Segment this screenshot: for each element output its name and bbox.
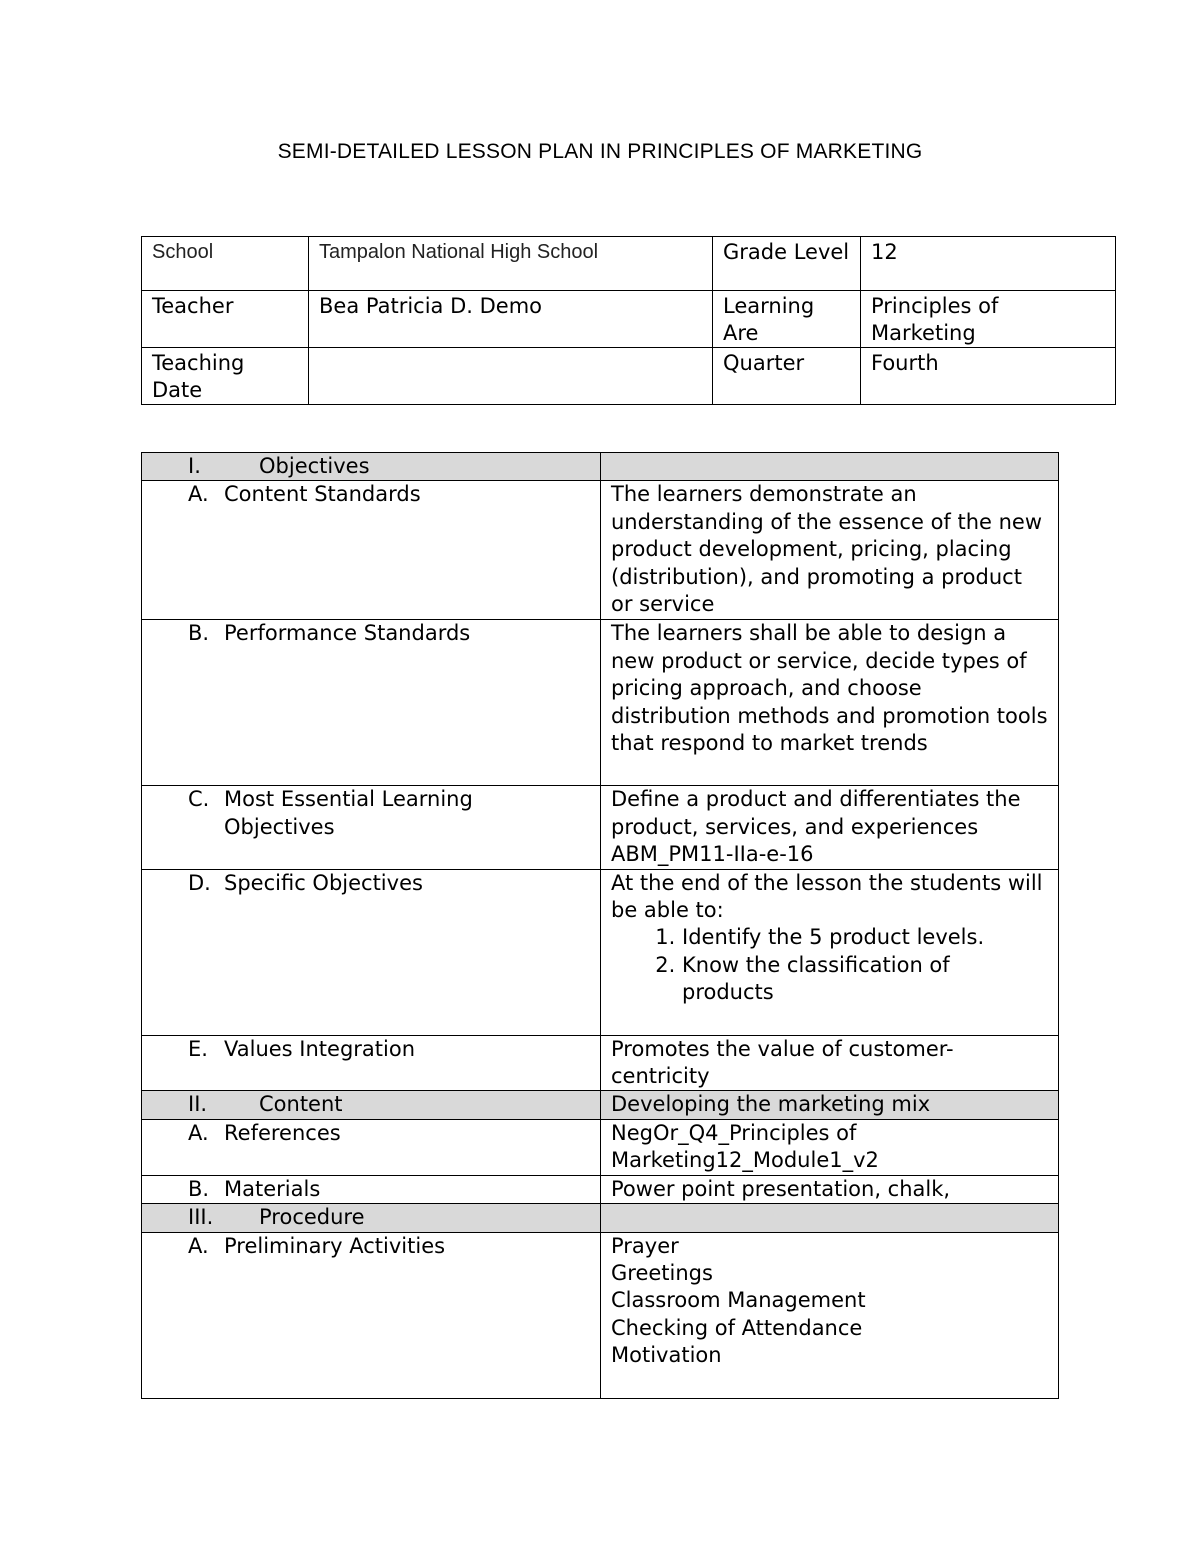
row-values-integration [142,1035,1059,1091]
section-content [142,1091,1059,1119]
specific-objectives-list [611,924,1048,1006]
school-value: Tampalon National High School [309,237,713,291]
teacher-label: Teacher [142,291,309,348]
item-label: Materials [224,1176,321,1201]
list-item: Checking of Attendance [611,1315,863,1340]
item-label: Preliminary Activities [224,1233,446,1258]
teaching-date-value [309,348,713,405]
info-row-school [142,237,1116,291]
learning-area-value: Principles of Marketing [861,291,1116,348]
section-objectives [142,453,1059,481]
performance-standards-value: The learners shall be able to design a new product or service, decide types of pricing approach, and choose distribution methods and promotion tools that respond to market trends [601,620,1059,786]
item-letter: D. [188,870,211,895]
item-letter: A. [188,1120,209,1145]
teaching-date-label: Teaching Date [142,348,309,405]
references-value: NegOr_Q4_Principles of Marketing12_Module1_v2 [601,1119,1059,1175]
item-letter: B. [188,1176,210,1201]
section-number: III. [188,1205,214,1230]
section-label: Content [259,1092,343,1117]
lesson-info-table [141,236,1116,405]
item-label: References [224,1120,341,1145]
grade-value: 12 [861,237,1116,291]
row-preliminary-activities [142,1232,1059,1398]
item-letter: B. [188,621,210,646]
item-letter: C. [188,787,210,812]
lesson-plan-table [141,452,1059,1399]
list-item: 1. Identify the 5 product levels. [682,924,1048,951]
item-label: Content Standards [224,482,421,507]
quarter-label: Quarter [713,348,861,405]
section-number: II. [188,1092,208,1117]
learning-area-label: Learning Are [713,291,861,348]
quarter-value: Fourth [861,348,1116,405]
item-letter: E. [188,1036,208,1061]
list-item: Motivation [611,1343,722,1368]
row-content-standards [142,481,1059,620]
row-melc [142,786,1059,869]
content-standards-value: The learners demonstrate an understanding of the essence of the new product development, pricing, placing (distribution), and promoting a product or service [601,481,1059,620]
materials-value: Power point presentation, chalk, [601,1175,1059,1203]
item-label: Most Essential Learning [224,787,473,812]
item-label-continued: Objectives [224,814,335,839]
row-specific-objectives [142,869,1059,1035]
list-item: Classroom Management [611,1288,866,1313]
row-materials [142,1175,1059,1203]
item-letter: A. [188,1233,209,1258]
section-procedure [142,1204,1059,1232]
grade-label: Grade Level [713,237,861,291]
item-letter: A. [188,482,209,507]
page-title: SEMI-DETAILED LESSON PLAN IN PRINCIPLES OF MARKETING [277,140,923,163]
info-row-teacher [142,291,1116,348]
specific-objectives-intro: At the end of the lesson the students will be able to: [611,870,1043,923]
section-number: I. [188,454,201,478]
row-references [142,1119,1059,1175]
teacher-value: Bea Patricia D. Demo [309,291,713,348]
item-label: Values Integration [224,1036,415,1061]
section-label: Procedure [259,1205,365,1230]
list-item: 2. Know the classification of products [682,952,1048,1007]
info-row-teaching-date [142,348,1116,405]
section-label: Objectives [259,454,370,478]
melc-value: Define a product and differentiates the product, services, and experiences ABM_PM11-IIa-e-16 [601,786,1059,869]
content-value: Developing the marketing mix [601,1091,1059,1119]
item-label: Performance Standards [224,621,471,646]
values-integration-value: Promotes the value of customer-centricity [601,1035,1059,1091]
list-item: Prayer [611,1233,679,1258]
row-performance-standards [142,620,1059,786]
item-label: Specific Objectives [224,870,423,895]
school-label: School [142,237,309,291]
list-item: Greetings [611,1261,713,1286]
